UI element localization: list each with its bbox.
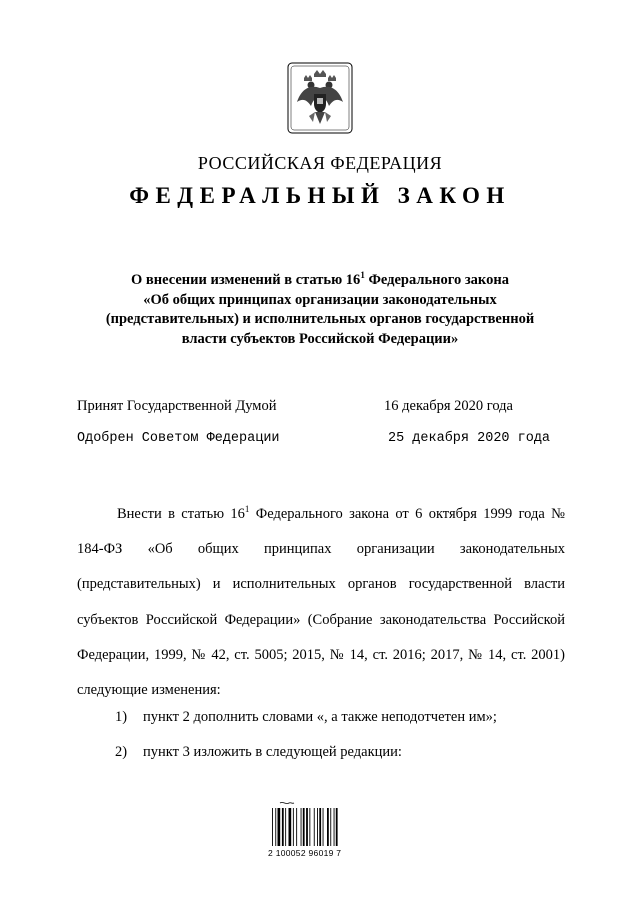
list-item-text: пункт 3 изложить в следующей редакции: xyxy=(143,744,402,760)
council-date: 25 декабря 2020 года xyxy=(388,431,551,446)
council-label: Одобрен Советом Федерации xyxy=(77,431,280,446)
document-type-heading: ФЕДЕРАЛЬНЫЙ ЗАКОН xyxy=(129,183,511,208)
list-item-text: пункт 2 дополнить словами «, а также неподотчетен им»; xyxy=(143,709,497,725)
main-paragraph: Внести в статью $16^1$ Федерального закона от 6 октября 1999 года № 184-ФЗ «Об общих принципах организации законодательных (представительных) и исполнительных органов государственной власти субъектов Российской Федерации» (Собрание законодательства Российской Федерации, 1999, № 42, ст. 5005; 2015, № 14, ст. 2016; 2017, № 14, ст. 2001) следующие изменения: xyxy=(77,504,565,699)
duma-label: Принят Государственной Думой xyxy=(77,398,277,414)
title-line-4: власти субъектов Российской Федерации» xyxy=(181,330,459,347)
law-title xyxy=(80,271,560,349)
list-item xyxy=(115,709,497,726)
list-item-number: 1) xyxy=(115,709,128,725)
list-item xyxy=(115,744,402,761)
list-item-number: 2) xyxy=(115,744,128,760)
duma-date: 16 декабря 2020 года xyxy=(384,398,513,414)
title-line-2: «Об общих принципах организации законодательных xyxy=(143,291,497,308)
country-heading: РОССИЙСКАЯ ФЕДЕРАЦИЯ xyxy=(197,153,443,173)
coat-of-arms-icon xyxy=(287,62,353,134)
title-line-1: О внесении изменений в статью $16^1$ Федерального закона xyxy=(131,270,509,288)
barcode-icon xyxy=(270,800,360,848)
barcode-number: 2 100052 96019 7 xyxy=(268,848,342,858)
title-line-3: (представительных) и исполнительных органов государственной xyxy=(105,311,535,327)
